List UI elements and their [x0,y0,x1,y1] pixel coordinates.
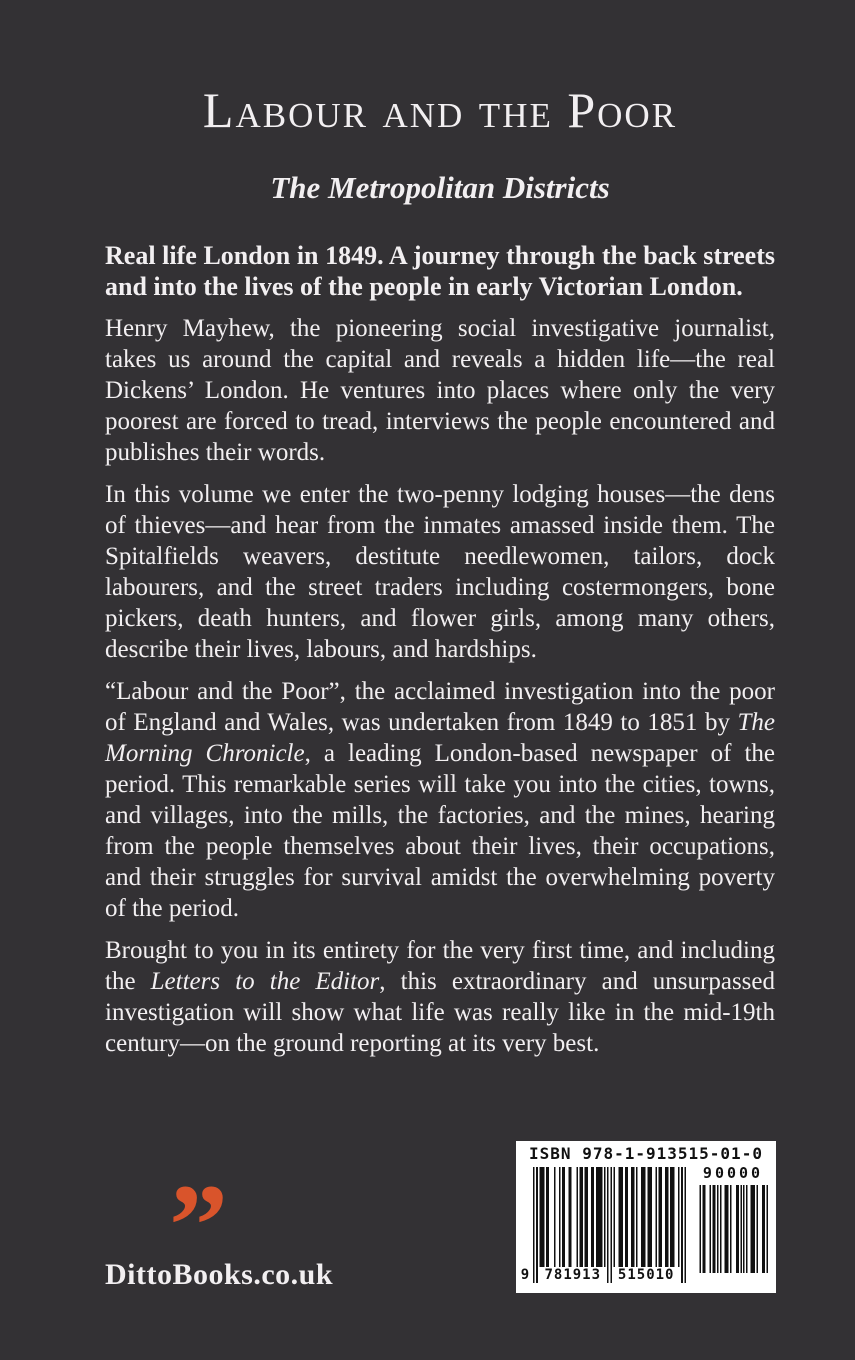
blurb-paragraph [105,479,775,665]
publisher-logo [105,1160,334,1306]
paragraph-text: , a leading London-based newspaper of the period. This remarkable series will take you into the cities, towns, and villages, into the mills, the factories, and the mines, hearing from the people themselves about their lives, their occupations, and their struggles for survival amidst the overwhelming poverty of the period. [105,739,775,922]
cover-content [105,0,775,1070]
ditto-quote-mark-icon: ” [169,1160,224,1291]
paragraph-text: , this extraordinary and unsurpassed investigation will show what life was really like in the mid-19th century—on the ground reporting at its very best. [105,967,776,1057]
italic-work-title: Letters to the Editor [150,967,380,995]
paragraph-text: “Labour and the Poor”, the acclaimed investigation into the poor of England and Wales, was undertaken from 1849 to 1851 by [105,677,775,736]
blurb-paragraph [105,935,775,1059]
isbn-barcode-panel [516,1141,776,1293]
ean13-left-digits: 781913 [539,1267,606,1283]
publisher-name: DittoBooks.co.uk [105,1258,334,1291]
ean5-supplement-barcode [698,1165,768,1283]
book-title: Labour and the Poor [202,82,678,138]
ean5-digits: 90000 [702,1164,764,1182]
ean5-bars [698,1185,768,1273]
ean13-bars [533,1167,686,1283]
paragraph-text: Henry Mayhew, the pioneering social investigative journalist, takes us around the capital and reveals a hidden life—the real Dickens’ London. He ventures into places where only the very poorest are forced to tread, interviews the people encountered and publishes their words. [105,314,775,466]
back-cover-blurb [105,240,775,1059]
paragraph-text: In this volume we enter the two-penny lodging houses—the dens of thieves—and hear from the inmates amassed inside them. The Spitalfields weavers, destitute needlewomen, tailors, dock labourers, and the street traders including costermongers, bone pickers, death hunters, and flower girls, among many others, describe their lives, labours, and hardships. [105,480,775,663]
ean13-barcode [520,1167,686,1283]
book-subtitle: The Metropolitan Districts [270,169,610,205]
ean13-lead-digit: 9 [520,1267,530,1283]
blurb-paragraph [105,676,775,924]
ean13-right-digits: 515010 [613,1267,680,1283]
blurb-paragraph [105,313,775,468]
blurb-paragraph [105,240,775,302]
paragraph-text: Real life London in 1849. A journey through the back streets and into the lives of the people in early Victorian London. [105,240,775,301]
italic-work-title: The Morning Chronicle [105,708,775,767]
isbn-number-label: ISBN 978-1-913515-01-0 [529,1144,763,1163]
paragraph-text: Brought to you in its entirety for the very first time, and including the [105,936,775,995]
